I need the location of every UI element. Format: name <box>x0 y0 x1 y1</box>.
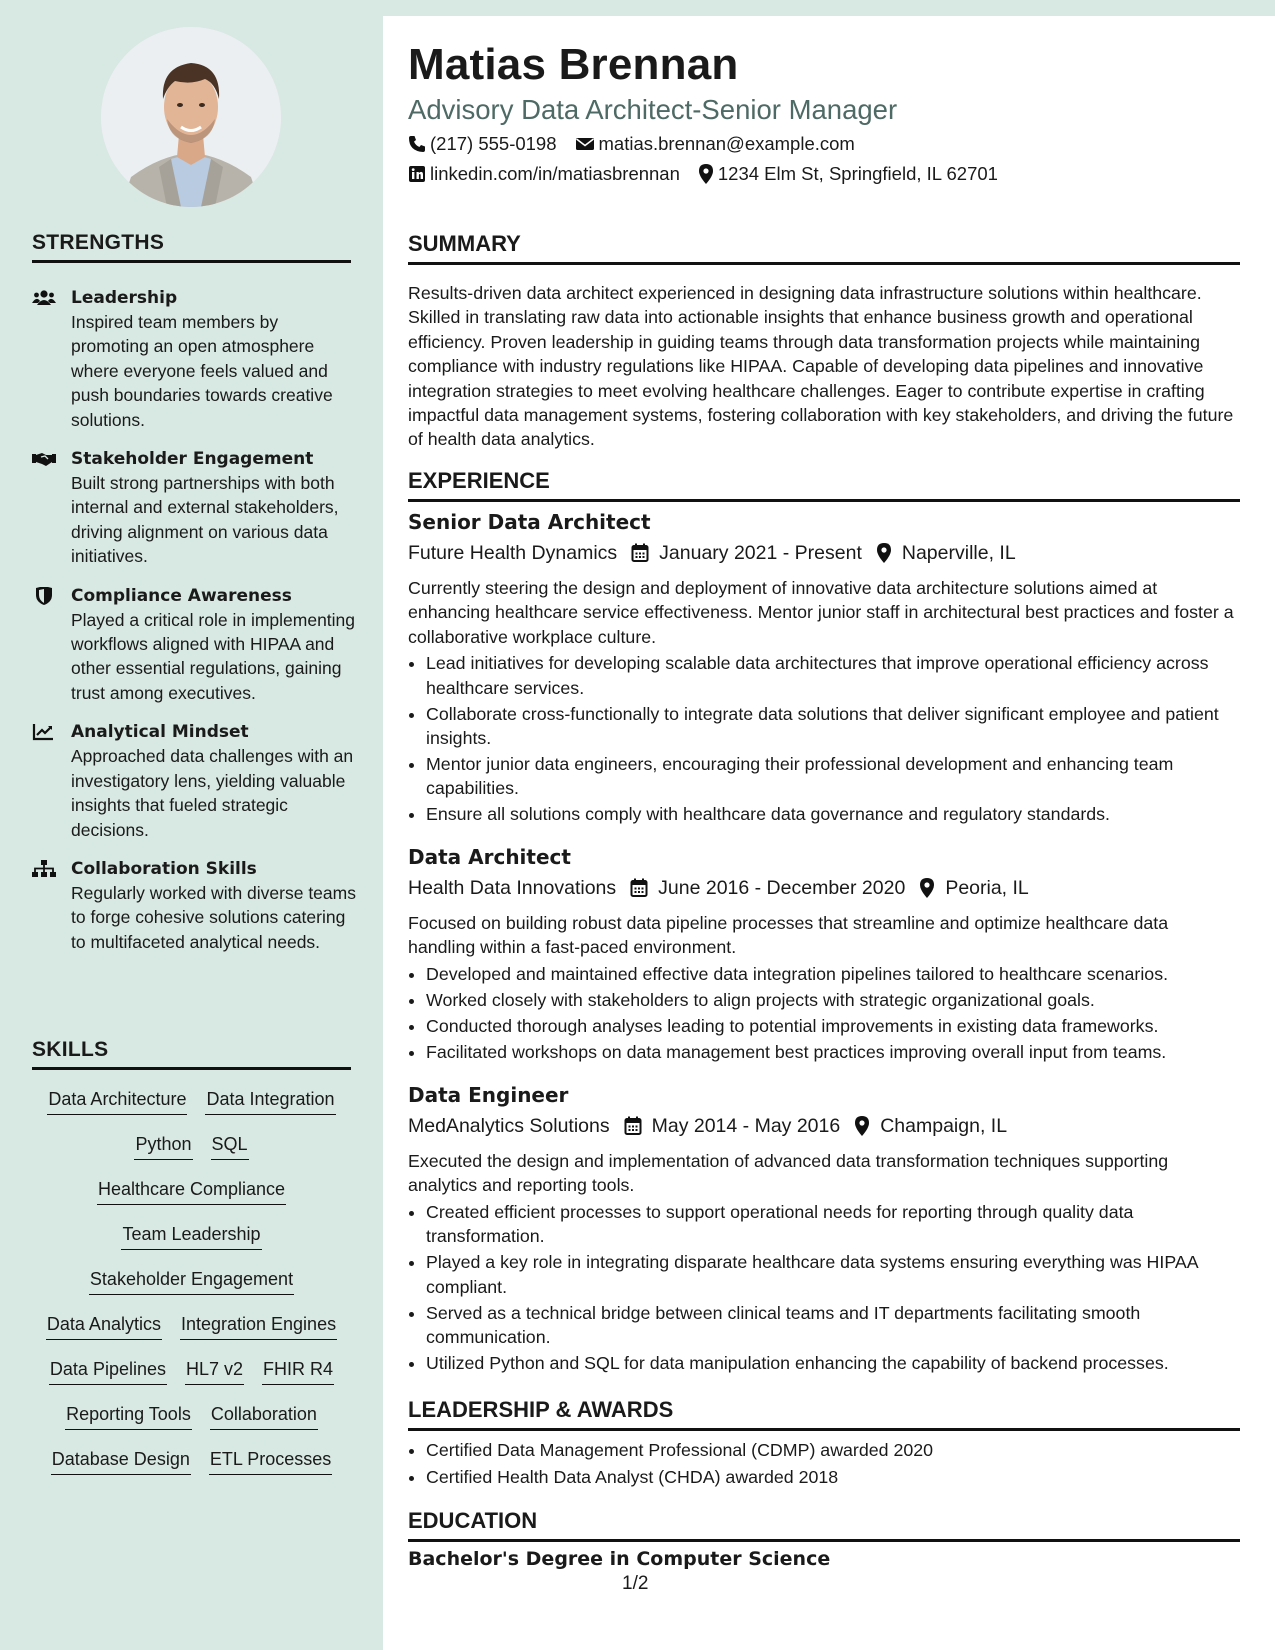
list-item: • Lead initiatives for developing scalable data architectures that improve operational efficiency across healthcare services. <box>426 651 1240 700</box>
skill-row <box>26 1176 357 1221</box>
contact-row <box>408 163 1016 185</box>
job-meta <box>408 538 1240 568</box>
job-meta <box>408 873 1240 903</box>
job-bullets <box>408 962 1240 1064</box>
skill-tag: Database Design <box>51 1446 191 1475</box>
company-name: Health Data Innovations <box>408 877 617 899</box>
awards-heading: LEADERSHIP & AWARDS <box>408 1397 1240 1431</box>
job-location: Naperville, IL <box>901 542 1016 564</box>
strength-title: Compliance Awareness <box>71 585 292 606</box>
job-title: Data Engineer <box>408 1083 569 1107</box>
degree-title: Bachelor's Degree in Computer Science <box>408 1548 831 1570</box>
skill-tag: Team Leadership <box>121 1221 261 1250</box>
strength-item <box>32 720 357 842</box>
job-dates: May 2014 - May 2016 <box>651 1115 841 1137</box>
strength-item <box>32 857 357 954</box>
strength-title: Analytical Mindset <box>71 722 249 743</box>
job-title: Data Architect <box>408 845 571 869</box>
skill-tag: Data Pipelines <box>49 1356 167 1385</box>
skill-row <box>26 1446 357 1491</box>
skill-row <box>26 1311 357 1356</box>
job-entry <box>408 843 1240 1066</box>
linkedin-icon <box>408 165 426 183</box>
map-pin-icon <box>854 1116 870 1136</box>
list-item: • Served as a technical bridge between clinical teams and IT departments facilitating smooth communication. <box>426 1301 1240 1350</box>
skill-row <box>26 1131 357 1176</box>
linkedin-link[interactable]: linkedin.com/in/matiasbrennan <box>430 163 680 184</box>
strength-desc: Inspired team members by promoting an open atmosphere where everyone feels valued and push boundaries towards creative solutions. <box>71 312 333 430</box>
strength-item <box>32 584 357 706</box>
envelope-icon <box>575 136 595 152</box>
skill-tag: Data Integration <box>205 1086 335 1115</box>
company-name: Future Health Dynamics <box>408 542 618 564</box>
strength-title: Collaboration Skills <box>71 858 257 879</box>
strength-title: Leadership <box>71 288 178 308</box>
strength-title: Stakeholder Engagement <box>71 449 314 470</box>
phone-icon <box>408 135 426 153</box>
awards-list <box>408 1438 1258 1491</box>
skill-row <box>26 1356 357 1401</box>
calendar-icon <box>624 1116 642 1136</box>
job-dates: June 2016 - December 2020 <box>658 877 906 899</box>
phone-item <box>408 133 557 155</box>
company-name: MedAnalytics Solutions <box>408 1115 610 1137</box>
calendar-icon <box>631 543 649 563</box>
address-text: 1234 Elm St, Springfield, IL 62701 <box>717 163 998 184</box>
list-item: • Created efficient processes to support operational needs for reporting through quality data transformation. <box>426 1200 1240 1249</box>
map-pin-icon <box>698 164 714 184</box>
list-item: • Facilitated workshops on data management best practices improving overall input from teams. <box>426 1040 1240 1064</box>
skills-list <box>26 1086 357 1491</box>
list-item: • Played a key role in integrating disparate healthcare data systems ensuring everything was HIPAA compliant. <box>426 1250 1240 1299</box>
page-number: 1/2 <box>622 1573 649 1594</box>
skill-tag: Data Architecture <box>47 1086 187 1115</box>
job-location: Champaign, IL <box>880 1115 1008 1137</box>
strength-desc: Regularly worked with diverse teams to forge cohesive solutions catering to multifaceted analytical needs. <box>71 882 356 952</box>
strength-item <box>32 447 357 569</box>
list-item: • Developed and maintained effective data integration pipelines tailored to healthcare scenarios. <box>426 962 1240 986</box>
job-description: Focused on building robust data pipeline processes that streamline and optimize healthcare data handling within a fast-paced environment. <box>408 913 1169 958</box>
skill-tag: Stakeholder Engagement <box>89 1266 294 1295</box>
shield-icon <box>32 587 56 605</box>
address-item <box>698 163 998 185</box>
linkedin-item <box>408 163 680 185</box>
job-meta <box>408 1111 1240 1141</box>
sitemap-icon <box>32 860 56 878</box>
users-icon <box>32 289 56 307</box>
skill-tag: Reporting Tools <box>65 1401 192 1430</box>
chart-line-icon <box>32 723 56 741</box>
phone-number[interactable]: (217) 555-0198 <box>430 133 557 154</box>
skill-tag: SQL <box>211 1131 249 1160</box>
job-dates: January 2021 - Present <box>659 542 862 564</box>
strength-desc: Built strong partnerships with both internal and external stakeholders, driving alignment on various data initiatives. <box>71 473 339 567</box>
person-name: Matias Brennan <box>408 40 739 89</box>
job-bullets <box>408 651 1240 827</box>
skill-tag: Python <box>134 1131 192 1160</box>
list-item: • Conducted thorough analyses leading to potential improvements in existing data frameworks. <box>426 1014 1240 1038</box>
header-strip <box>383 0 1275 16</box>
job-description: Executed the design and implementation of advanced data transformation techniques supporting analytics and reporting tools. <box>408 1151 1169 1196</box>
contact-row <box>408 133 873 155</box>
calendar-icon <box>630 878 648 898</box>
list-item: • Certified Health Data Analyst (CHDA) awarded 2018 <box>426 1465 1258 1489</box>
email-item <box>575 133 855 155</box>
skill-tag: HL7 v2 <box>185 1356 244 1385</box>
job-role: Advisory Data Architect-Senior Manager <box>408 94 898 125</box>
list-item: • Collaborate cross-functionally to integrate data solutions that deliver significant employee and patient insights. <box>426 702 1240 751</box>
skills-heading: SKILLS <box>32 1038 351 1070</box>
list-item: • Ensure all solutions comply with healthcare data governance and regulatory standards. <box>426 802 1240 826</box>
skill-tag: FHIR R4 <box>262 1356 334 1385</box>
strength-item <box>32 286 357 432</box>
handshake-icon <box>32 450 56 468</box>
strength-desc: Approached data challenges with an investigatory lens, yielding valuable insights that fueled strategic decisions. <box>71 746 354 840</box>
skill-row <box>26 1086 357 1131</box>
strength-desc: Played a critical role in implementing workflows aligned with HIPAA and other essential regulations, gaining trust among executives. <box>71 609 356 703</box>
job-entry <box>408 1081 1240 1377</box>
skill-tag: ETL Processes <box>209 1446 332 1475</box>
map-pin-icon <box>919 878 935 898</box>
skill-tag: Healthcare Compliance <box>97 1176 286 1205</box>
job-location: Peoria, IL <box>945 877 1029 899</box>
skill-row <box>26 1221 357 1266</box>
skill-row <box>26 1266 357 1311</box>
job-description: Currently steering the design and deployment of innovative data architecture solutions aimed at enhancing healthcare service effectiveness. Mentor junior staff in architectural best practices and foster a collaborative workplace culture. <box>408 578 1234 647</box>
job-bullets <box>408 1200 1240 1376</box>
skill-tag: Data Analytics <box>46 1311 162 1340</box>
email-link[interactable]: matias.brennan@example.com <box>598 133 855 154</box>
strengths-heading: STRENGTHS <box>32 231 351 263</box>
list-item: • Worked closely with stakeholders to align projects with strategic organizational goals. <box>426 988 1240 1012</box>
profile-photo <box>101 27 281 207</box>
skill-row <box>26 1401 357 1446</box>
experience-heading: EXPERIENCE <box>408 468 1240 502</box>
skill-tag: Collaboration <box>210 1401 318 1430</box>
summary-heading: SUMMARY <box>408 231 1240 265</box>
list-item: • Certified Data Management Professional (CDMP) awarded 2020 <box>426 1438 1258 1462</box>
list-item: • Utilized Python and SQL for data manipulation enhancing the capability of backend processes. <box>426 1351 1240 1375</box>
summary-text: Results-driven data architect experienced in designing data infrastructure solutions within healthcare. Skilled in translating raw data into actionable insights that enhance business growth and operational efficiency. Proven leadership in guiding teams through data transformation projects while maintaining compliance with industry regulations like HIPAA. Capable of developing data pipelines and innovative integration strategies to meet evolving healthcare challenges. Eager to contribute expertise in crafting impactful data management systems, fostering collaboration with key stakeholders, and driving the future of health data analytics. <box>408 283 1234 450</box>
education-heading: EDUCATION <box>408 1508 1240 1542</box>
job-title: Senior Data Architect <box>408 510 651 534</box>
job-entry <box>408 508 1240 828</box>
map-pin-icon <box>876 543 892 563</box>
list-item: • Mentor junior data engineers, encouraging their professional development and enhancing team capabilities. <box>426 752 1240 801</box>
skill-tag: Integration Engines <box>180 1311 337 1340</box>
strengths-list <box>32 286 357 969</box>
